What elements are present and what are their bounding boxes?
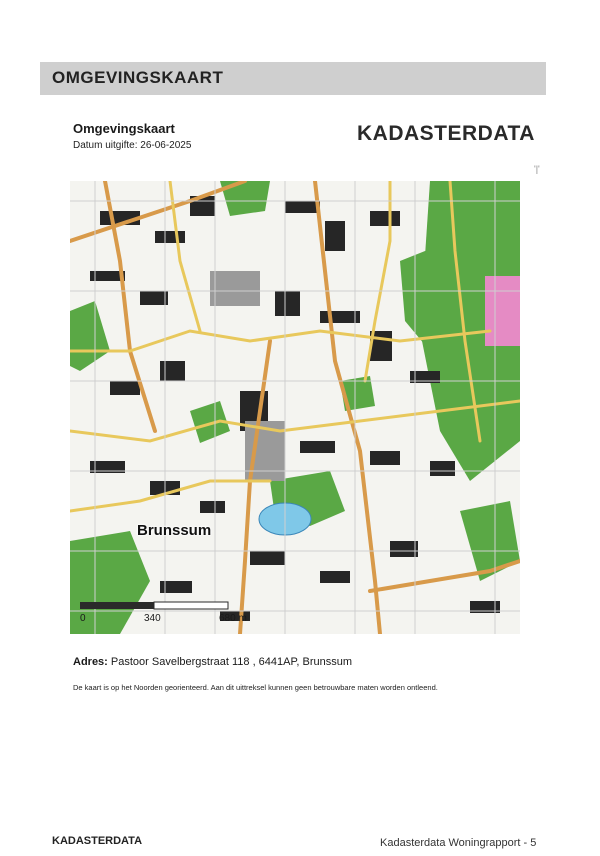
scale-bar — [80, 602, 228, 609]
document-title: Omgevingskaart — [73, 121, 175, 136]
scale-label-340: 340 — [144, 613, 161, 624]
margin-mark: '|' — [534, 164, 540, 174]
pink-zone — [485, 276, 520, 346]
section-title: OMGEVINGSKAART — [52, 68, 224, 87]
section-header-band — [40, 62, 546, 95]
address-line — [73, 656, 352, 668]
map-place-label: Brunssum — [137, 522, 212, 539]
brand-logo-text: KADASTERDATA — [357, 122, 535, 145]
footer-brand: KADASTERDATA — [52, 835, 143, 847]
surroundings-map — [70, 181, 520, 634]
scale-label-0: 0 — [80, 613, 86, 624]
footer-page-label: Kadasterdata Woningrapport - 5 — [380, 837, 537, 849]
issue-date: Datum uitgifte: 26-06-2025 — [73, 140, 192, 151]
address-label: Adres: — [73, 656, 108, 668]
map-disclaimer: De kaart is op het Noorden georienteerd. Aan dit uittreksel kunnen geen betrouwbare maten worden ontleend. — [73, 683, 438, 692]
address-value: Pastoor Savelbergstraat 118 , 6441AP, Brunssum — [110, 656, 353, 668]
map-graphic — [70, 181, 520, 634]
scale-label-680: 680 m — [219, 613, 247, 624]
